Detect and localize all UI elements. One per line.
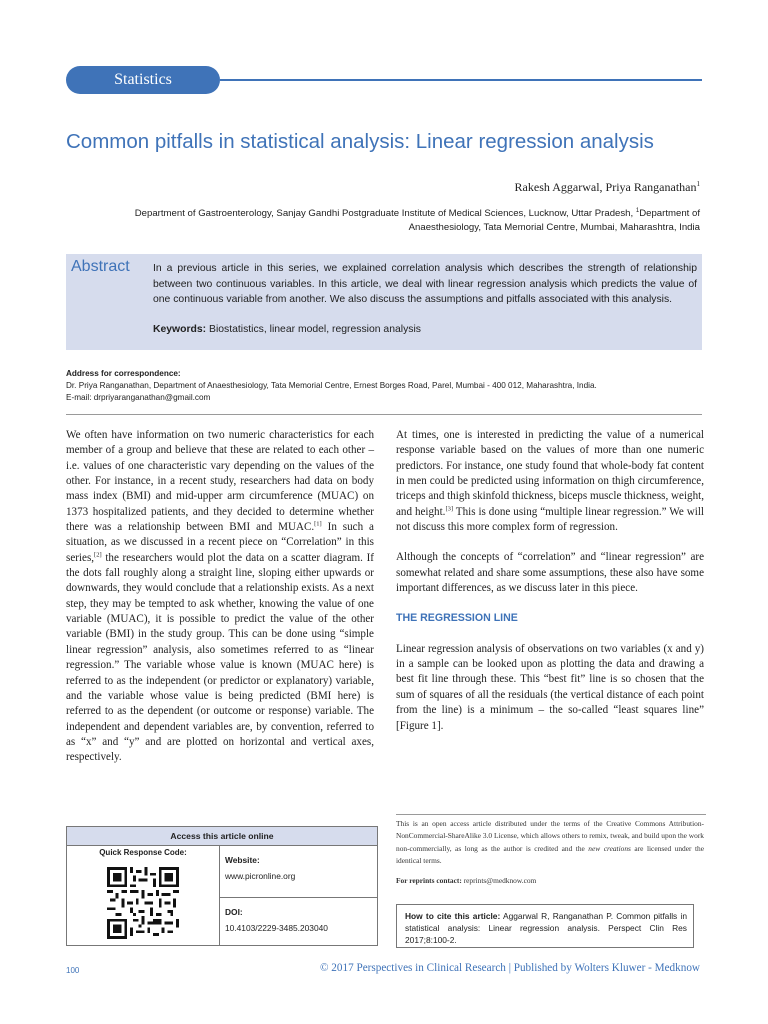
citation-box xyxy=(396,904,694,948)
paragraph-text: We often have information on two numeric characteristics for each member of a group and believe that these are related to each other – i.e. values of one characteristic vary depending on the values of the other. For instance, in a recent study, researchers had data on body mass index (BMI) and mid-upper arm circumference (MUAC) on 1373 hospitalized patients, and they decided to determine whether there was a relationship between BMI and MUAC. xyxy=(66,429,374,534)
authors xyxy=(515,180,700,195)
doi-label: DOI: xyxy=(225,907,243,917)
divider xyxy=(66,414,702,415)
keywords xyxy=(153,324,697,335)
paragraph-text: In such a situation, as we discussed in a recent piece on “Correlation” in this series, xyxy=(66,521,374,564)
page-number: 100 xyxy=(66,966,80,975)
keywords-label: Keywords: xyxy=(153,324,207,335)
affiliation-2: Department of Anaesthesiology, Tata Memorial Centre, Mumbai, Maharashtra, India xyxy=(408,208,700,234)
footer-text: © 2017 Perspectives in Clinical Research | Published by Wolters Kluwer - Medknow xyxy=(320,962,700,974)
license-text: This is an open access article distributed under the terms of the Creative Commons Attribution-NonCommercial-ShareAlike 3.0 License, which allows others to remix, tweak, and build upon the work non-commercially, as long as the author is credited and the xyxy=(396,819,704,853)
paragraph xyxy=(66,428,374,766)
reprints-email[interactable]: reprints@medknow.com xyxy=(463,876,537,885)
citation-link[interactable]: [3] xyxy=(445,505,454,513)
qr-code-icon[interactable] xyxy=(107,867,179,939)
correspondence-email[interactable]: E-mail: drpriyaranganathan@gmail.com xyxy=(66,393,211,402)
paragraph-text: This is done using “multiple linear regression.” We will not discuss this more complex form of regression. xyxy=(396,505,705,534)
body-column-right xyxy=(396,428,704,734)
paragraph-text: At times, one is interested in predicting the value of a numerical response variable based on the values of more than one numeric predictors. For instance, one study found that whole-body fat content in men could be predicted using information on thigh circumference, triceps and thigh skinfold thickness, biceps muscle thickness, weight, and height. xyxy=(396,429,704,518)
citation-link[interactable]: [2] xyxy=(94,551,102,559)
paragraph: Although the concepts of “correlation” and “linear regression” are somewhat related and share some assumptions, these also have some important differences, as we discuss later in this piece. xyxy=(396,551,704,595)
body-column-left xyxy=(66,428,374,766)
access-divider xyxy=(219,845,220,945)
access-divider xyxy=(219,897,377,898)
affiliation-sup: 1 xyxy=(635,208,640,214)
section-rule xyxy=(220,79,702,81)
author-sup: 1 xyxy=(696,180,700,188)
correspondence xyxy=(66,368,706,404)
license-note xyxy=(396,818,704,868)
abstract-heading: Abstract xyxy=(71,258,130,275)
correspondence-address: Dr. Priya Ranganathan, Department of Anaesthesiology, Tata Memorial Centre, Ernest Borges Road, Parel, Mumbai - 400 012, Maharashtra, India. xyxy=(66,381,597,390)
reprints-label: For reprints contact: xyxy=(396,876,462,885)
paragraph xyxy=(396,428,704,535)
doi-value[interactable]: 10.4103/2229-3485.203040 xyxy=(225,923,328,933)
paragraph: Linear regression analysis of observations on two variables (x and y) in a sample can be looked upon as plotting the data and drawing a best fit line through these. This “best fit” line is so chosen that the sum of squares of all the residuals (the vertical distance of each point from the line) is a minimum – the so-called “least squares line” [Figure 1]. xyxy=(396,642,704,732)
section-label: Statistics xyxy=(66,66,220,94)
access-box xyxy=(66,826,378,946)
reprints-contact xyxy=(396,876,536,885)
access-header: Access this article online xyxy=(67,827,377,846)
paragraph-text: the researchers would plot the data on a scatter diagram. If the dots fall roughly along a straight line, sloping either upwards or downwards, they would conclude that a relationship exists. As a next step, they may be tempted to ask whether, knowing the value of one variable (MUAC), it is possible to predict the value of the other variable (BMI) in the study group. This can be done using “simple linear regression” analysis, also sometimes referred to as “linear regression.” The variable whose value is known (MUAC here) is referred to as the independent (or predictor or explanatory) variable, and the variable whose value is being predicted (BMI here) is referred to as the dependent (or outcome or response) variable. The independent and dependent variables are, by convention, referred to as “x” and “y” and are plotted on horizontal and vertical axes, respectively. xyxy=(66,551,374,764)
author-names: Rakesh Aggarwal, Priya Ranganathan xyxy=(514,180,697,194)
divider xyxy=(396,814,706,815)
citation-label: How to cite this article: xyxy=(405,911,501,921)
citation-text: Aggarwal R, Ranganathan P. Common pitfalls in statistical analysis: Linear regression analysis. Perspect Clin Res 2017;8:100-2. xyxy=(405,911,687,945)
website-link[interactable]: www.picronline.org xyxy=(225,871,296,881)
abstract-text: In a previous article in this series, we explained correlation analysis which describes the strength of relationship between two continuous variables. In this article, we deal with linear regression analysis which predicts the value of one continuous variable from another. We also discuss the assumptions and pitfalls associated with this analysis. xyxy=(153,263,697,306)
qr-label: Quick Response Code: xyxy=(99,848,187,857)
keywords-list: Biostatistics, linear model, regression analysis xyxy=(209,324,421,335)
website-label: Website: xyxy=(225,855,260,865)
article-title: Common pitfalls in statistical analysis: Linear regression analysis xyxy=(66,130,654,153)
correspondence-label: Address for correspondence: xyxy=(66,369,181,378)
section-heading: THE REGRESSION LINE xyxy=(396,612,518,625)
affiliations xyxy=(80,204,700,235)
license-text: are licensed under the identical terms. xyxy=(396,843,705,866)
citation-link[interactable]: [1] xyxy=(314,520,322,528)
affiliation-1: Department of Gastroenterology, Sanjay Gandhi Postgraduate Institute of Medical Sciences, Lucknow, Uttar Pradesh, xyxy=(134,208,636,220)
license-italic: new creations xyxy=(588,843,631,853)
